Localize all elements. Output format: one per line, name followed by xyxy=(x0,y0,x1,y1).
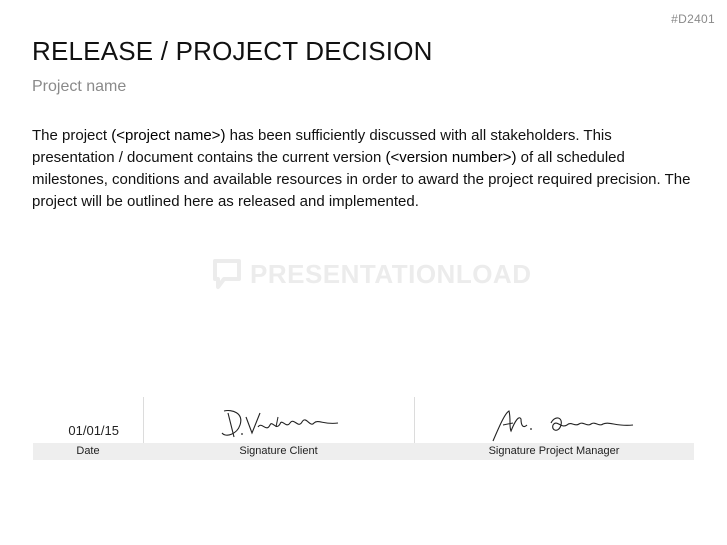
signature-table xyxy=(33,397,694,461)
version-number-placeholder: (<version number>) xyxy=(385,149,517,166)
client-signature-cell xyxy=(143,397,415,443)
signature-project-manager-label: Signature Project Manager xyxy=(488,445,620,457)
date-label: Date xyxy=(76,445,100,457)
signature-label-bar xyxy=(33,443,694,460)
watermark-text: PRESENTATIONLOAD xyxy=(250,258,532,289)
date-cell xyxy=(33,397,143,443)
watermark xyxy=(212,258,531,290)
body-paragraph xyxy=(32,125,697,213)
body-text-part2: has been sufficiently discussed with all stakeholders. This presentation / document contains the current version xyxy=(32,127,612,166)
slide-id: #D2401 xyxy=(671,12,715,26)
project-manager-signature-cell xyxy=(414,397,695,443)
page-title: RELEASE / PROJECT DECISION xyxy=(32,36,433,66)
body-text-part3: of all scheduled milestones, conditions and available resources in order to award the project required precision. The project will be outlined here as released and implemented. xyxy=(32,149,691,210)
project-name-placeholder: (<project name>) xyxy=(111,127,226,144)
watermark-logo-icon xyxy=(212,258,242,290)
client-signature-image xyxy=(214,403,344,443)
body-text-part1: The project xyxy=(32,127,112,144)
signature-client-label: Signature Client xyxy=(239,445,318,457)
project-manager-signature-image xyxy=(489,405,639,445)
project-name-subtitle: Project name xyxy=(32,78,127,95)
date-value: 01/01/15 xyxy=(68,423,119,438)
